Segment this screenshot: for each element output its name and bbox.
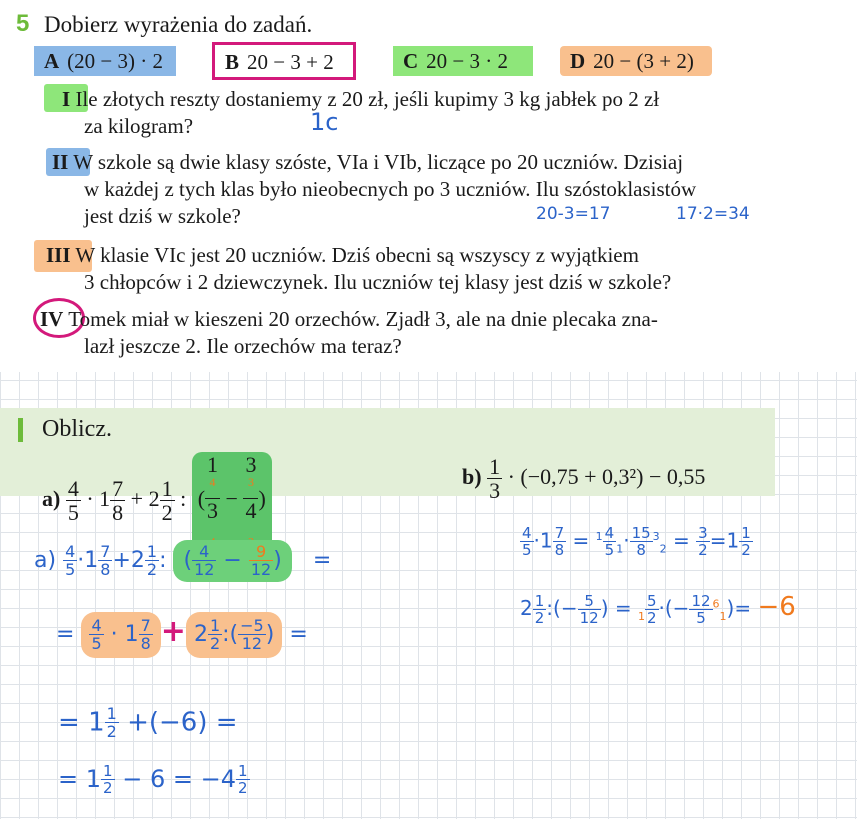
task-iv: IV Tomek miał w kieszeni 20 orzechów. Zjadł 3, ale na dnie plecaka zna- lazł jeszcze 2. Ile orzechów ma teraz?	[40, 307, 658, 358]
solution-line-3: = 1 $\frac{1}{2}$ +(−6) =	[58, 704, 238, 741]
right-result: −6	[757, 592, 796, 622]
option-b: B 20 − 3 + 2	[212, 42, 356, 80]
solution-right-line-1: $\frac{4}{5}$ ·1 $\frac{7}{8}$ = $^1$ $\frac{4}{5}$ $_1$· $\frac{15}{8}$ $^3_2$ = $\frac{3}{2}$ =1 $\frac{1}{2}$	[522, 524, 751, 559]
exercise-number: 5	[16, 10, 30, 37]
solution-line-1: a) $\frac{4}{5}$ ·1 $\frac{7}{8}$ +2 $\frac{1}{2}$ : ( $\frac{4}{12}$ − $\frac{9}{12}$ ) =	[34, 540, 331, 582]
oblicz-title: Oblicz.	[42, 416, 112, 442]
task-i-number: I	[62, 87, 71, 111]
solution-orange-highlight-1: $\frac{4}{5}$ · 1 $\frac{7}{8}$	[81, 612, 160, 658]
solution-line-2: = $\frac{4}{5}$ · 1 $\frac{7}{8}$ + 2 $\frac{1}{2}$ :( $\frac{-5}{12}$ ) =	[56, 612, 308, 658]
task-ii: II W szkole są dwie klasy szóste, VIa i VIb, liczące po 20 uczniów. Dzisiaj w każdej z tych klas było nieobecnych po 3 uczniów. Ilu szóstoklasistów jest dziś w szkole?	[52, 150, 697, 228]
task-ii-number: II	[52, 150, 69, 174]
task-iv-number: IV	[40, 307, 64, 331]
calc-ii-a-handwriting: 20-3=17	[536, 204, 611, 224]
task-iii: III W klasie VIc jest 20 uczniów. Dziś obecni są wszyscy z wyjątkiem 3 chłopców i 2 dziewczynek. Ilu uczniów tej klasy jest dziś w szkole?	[46, 243, 672, 294]
exercise-title: Dobierz wyrażenia do zadań.	[44, 12, 313, 37]
calc-ii-b-handwriting: 17·2=34	[676, 204, 750, 224]
task-i: I Ile złotych reszty dostaniemy z 20 zł, jeśli kupimy 3 kg jabłek po 2 zł za kilogram?	[62, 87, 660, 138]
solution-orange-highlight-2: 2 $\frac{1}{2}$ :( $\frac{-5}{12}$ )	[186, 612, 282, 658]
frac-1-2: $\frac{1}{2}$	[161, 475, 173, 525]
solution-line-4: = 1 $\frac{1}{2}$ − 6 = −4 $\frac{1}{2}$	[58, 762, 248, 797]
oblicz-b: b) $\frac{1}{3}$ · (−0,75 + 0,3²) − 0,55	[462, 454, 706, 503]
option-c: C 20 − 3 · 2	[393, 46, 533, 76]
frac-7-8: $\frac{7}{8}$	[112, 475, 124, 525]
green-bracket-highlight: ( 1 $^4$ 3 − 3 $^3$ 4 )	[192, 452, 272, 550]
solution-green-highlight: ( $\frac{4}{12}$ − $\frac{9}{12}$ )	[173, 540, 291, 582]
task-iii-number: III	[46, 243, 71, 267]
answer-i-handwriting: 1c	[310, 108, 339, 136]
frac-4-5: $\frac{4}{5}$	[67, 475, 79, 525]
frac-1-3: $\frac{1}{3}$	[489, 454, 501, 503]
oblicz-marker	[18, 418, 23, 442]
option-a: A (20 − 3) · 2	[34, 46, 176, 76]
oblicz-a: a) $\frac{4}{5}$ · 1 $\frac{7}{8}$ + 2 $\frac{1}{2}$ : ( 1 $^4$ 3 − 3 $^3$ 4 )	[42, 452, 272, 550]
option-d: D 20 − (3 + 2)	[560, 46, 712, 76]
solution-right-line-2: 2 $\frac{1}{2}$ :(− $\frac{5}{12}$ ) = $_1$ $\frac{5}{2}$ ·(− $\frac{12}{5}$ $^6_1$)= −6	[520, 591, 796, 627]
